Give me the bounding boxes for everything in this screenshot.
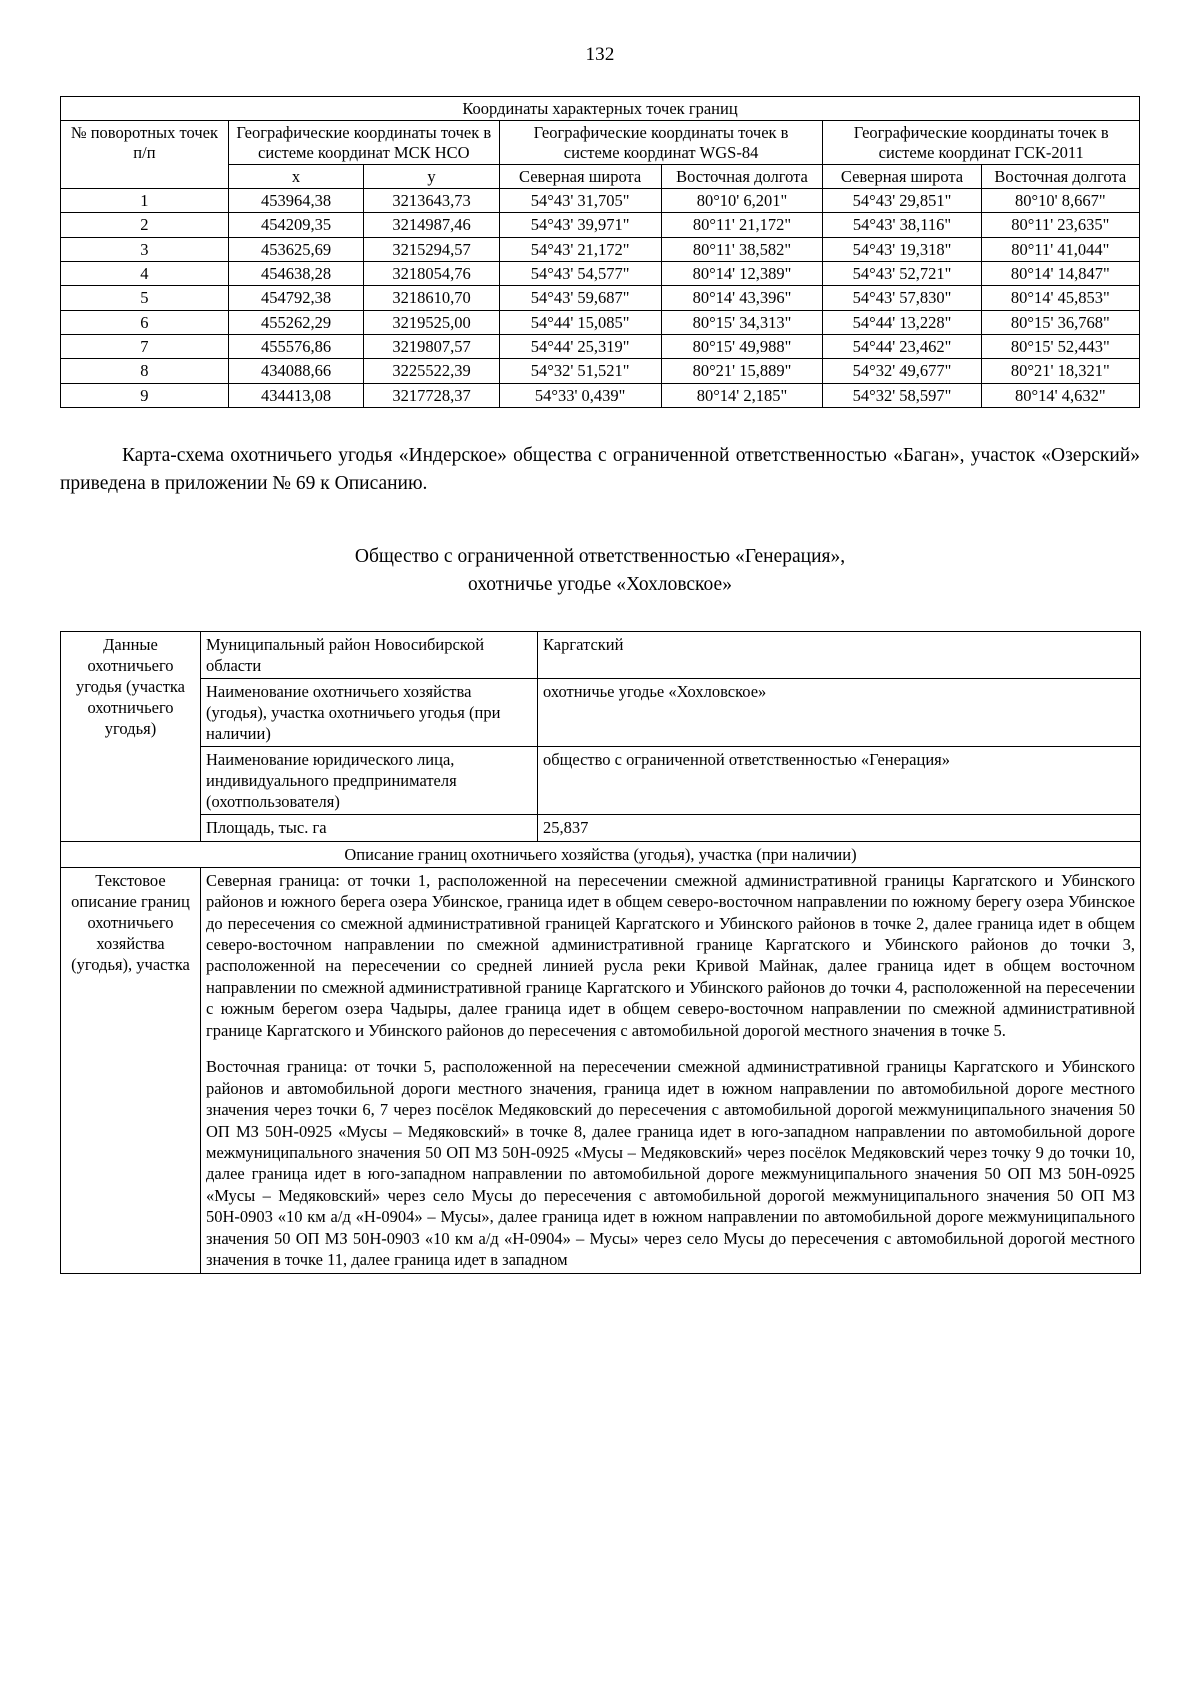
cell-point-number: 7 <box>61 334 229 358</box>
cell-wgs-latitude: 54°44' 25,319" <box>499 334 661 358</box>
cell-wgs-longitude: 80°11' 21,172" <box>661 213 823 237</box>
header-y: y <box>364 164 499 188</box>
table-row-group-headers <box>61 121 1140 165</box>
cell-wgs-longitude: 80°21' 15,889" <box>661 359 823 383</box>
cell-gsk-longitude: 80°14' 4,632" <box>981 383 1139 407</box>
table-row <box>61 189 1140 213</box>
row-label-area: Площадь, тыс. га <box>201 815 538 841</box>
cell-wgs-latitude: 54°43' 59,687" <box>499 286 661 310</box>
cell-gsk-longitude: 80°14' 14,847" <box>981 262 1139 286</box>
header-gsk-east-longitude: Восточная долгота <box>981 164 1139 188</box>
cell-msk-y: 3218610,70 <box>364 286 499 310</box>
table-row-description-header <box>61 841 1141 867</box>
table-row <box>61 237 1140 261</box>
cell-point-number: 1 <box>61 189 229 213</box>
row-label-ground-name: Наименование охотничьего хозяйства (угодья), участка охотничьего угодья (при наличии) <box>201 678 538 746</box>
side-label-data: Данные охотничьего угодья (участка охотничьего угодья) <box>61 631 201 841</box>
cell-msk-x: 455576,86 <box>228 334 363 358</box>
row-value-municipal-district: Каргатский <box>538 631 1141 678</box>
cell-point-number: 5 <box>61 286 229 310</box>
table-row <box>61 334 1140 358</box>
table-row <box>61 383 1140 407</box>
header-wgs84: Географические координаты точек в системе координат WGS-84 <box>499 121 823 165</box>
coordinates-table <box>60 96 1140 408</box>
cell-gsk-longitude: 80°15' 52,443" <box>981 334 1139 358</box>
header-wgs-north-latitude: Северная широта <box>499 164 661 188</box>
page-content <box>60 96 1140 1274</box>
section-title-line-1: Общество с ограниченной ответственностью «Генерация», <box>354 546 846 568</box>
header-msk-nso: Географические координаты точек в системе координат МСК НСО <box>228 121 499 165</box>
table-row-title <box>61 97 1140 121</box>
cell-wgs-longitude: 80°11' 38,582" <box>661 237 823 261</box>
cell-point-number: 6 <box>61 310 229 334</box>
cell-point-number: 2 <box>61 213 229 237</box>
cell-msk-y: 3213643,73 <box>364 189 499 213</box>
cell-wgs-latitude: 54°43' 31,705" <box>499 189 661 213</box>
cell-wgs-longitude: 80°14' 43,396" <box>661 286 823 310</box>
coordinates-rows <box>61 189 1140 408</box>
cell-msk-x: 453964,38 <box>228 189 363 213</box>
cell-point-number: 3 <box>61 237 229 261</box>
cell-msk-x: 454209,35 <box>228 213 363 237</box>
cell-msk-x: 454792,38 <box>228 286 363 310</box>
cell-wgs-latitude: 54°44' 15,085" <box>499 310 661 334</box>
section-title <box>60 543 1140 598</box>
side-label-text-description: Текстовое описание границ охотничьего хозяйства (угодья), участка <box>61 867 201 1273</box>
border-description-text <box>201 867 1141 1273</box>
table-row-legal-entity <box>61 747 1141 815</box>
description-paragraph: Восточная граница: от точки 5, расположенной на пересечении смежной административной границы Каргатского и Убинского районов и автомобильной дороги местного значения, граница идет в южном направлении по автомобильной дороге местного значения через точки 6, 7 через посёлок Медяковский до пересечения с автомобильной дорогой межмуниципального значения 50 ОП МЗ 50Н-0925 «Мусы – Медяковский» в точке 8, далее граница идет в юго-западном направлении по автомобильной дороге межмуниципального значения 50 ОП МЗ 50Н-0925 «Мусы – Медяковский» через посёлок Медяковский через точку 9 до точки 10, далее граница идет в юго-западном направлении по автомобильной дороге межмуниципального значения 50 ОП МЗ 50Н-0925 «Мусы – Медяковский» через село Мусы до пересечения с автомобильной дорогой межмуниципального значения 50 ОП МЗ 50Н-0903 «10 км а/д «Н-0904» – Мусы», далее граница идет в южном направлении по автомобильной дороге межмуниципального значения 50 ОП МЗ 50Н-0903 «10 км а/д «Н-0904» – Мусы» через село Мусы до пересечения с автомобильной дорогой местного значения в точке 11, далее граница идет в западном <box>206 1057 1135 1270</box>
cell-wgs-latitude: 54°32' 51,521" <box>499 359 661 383</box>
cell-point-number: 8 <box>61 359 229 383</box>
header-gsk2011: Географические координаты точек в системе координат ГСК-2011 <box>823 121 1140 165</box>
page-number: 132 <box>585 44 615 65</box>
description-section-header: Описание границ охотничьего хозяйства (угодья), участка (при наличии) <box>61 841 1141 867</box>
cell-gsk-longitude: 80°21' 18,321" <box>981 359 1139 383</box>
header-gsk-north-latitude: Северная широта <box>823 164 981 188</box>
cell-msk-y: 3218054,76 <box>364 262 499 286</box>
cell-msk-x: 434088,66 <box>228 359 363 383</box>
cell-gsk-longitude: 80°11' 41,044" <box>981 237 1139 261</box>
cell-wgs-longitude: 80°10' 6,201" <box>661 189 823 213</box>
cell-gsk-latitude: 54°44' 13,228" <box>823 310 981 334</box>
cell-gsk-longitude: 80°11' 23,635" <box>981 213 1139 237</box>
cell-gsk-latitude: 54°32' 49,677" <box>823 359 981 383</box>
section-title-line-2: охотничье угодье «Хохловское» <box>468 573 732 595</box>
cell-gsk-longitude: 80°15' 36,768" <box>981 310 1139 334</box>
cell-gsk-longitude: 80°10' 8,667" <box>981 189 1139 213</box>
table-row <box>61 286 1140 310</box>
cell-wgs-latitude: 54°43' 54,577" <box>499 262 661 286</box>
cell-gsk-latitude: 54°44' 23,462" <box>823 334 981 358</box>
cell-gsk-latitude: 54°43' 19,318" <box>823 237 981 261</box>
cell-gsk-latitude: 54°43' 38,116" <box>823 213 981 237</box>
table-row <box>61 262 1140 286</box>
table-row-ground-name <box>61 678 1141 746</box>
cell-point-number: 4 <box>61 262 229 286</box>
table-row <box>61 213 1140 237</box>
map-scheme-note: Карта-схема охотничьего угодья «Индерское» общества с ограниченной ответственностью «Баган», участок «Озерский» приведена в приложении № 69 к Описанию. <box>60 444 1140 494</box>
cell-wgs-latitude: 54°43' 21,172" <box>499 237 661 261</box>
cell-gsk-latitude: 54°43' 29,851" <box>823 189 981 213</box>
cell-msk-y: 3215294,57 <box>364 237 499 261</box>
cell-msk-y: 3219525,00 <box>364 310 499 334</box>
hunting-ground-info-table <box>60 631 1141 1274</box>
row-label-legal-entity: Наименование юридического лица, индивидуального предпринимателя (охотпользователя) <box>201 747 538 815</box>
row-value-legal-entity: общество с ограниченной ответственностью «Генерация» <box>538 747 1141 815</box>
cell-gsk-latitude: 54°43' 52,721" <box>823 262 981 286</box>
cell-msk-y: 3225522,39 <box>364 359 499 383</box>
cell-wgs-longitude: 80°15' 34,313" <box>661 310 823 334</box>
cell-msk-y: 3217728,37 <box>364 383 499 407</box>
row-value-area: 25,837 <box>538 815 1141 841</box>
table-row-area <box>61 815 1141 841</box>
cell-msk-x: 455262,29 <box>228 310 363 334</box>
coords-table-title: Координаты характерных точек границ <box>61 97 1140 121</box>
table-row <box>61 359 1140 383</box>
cell-wgs-longitude: 80°15' 49,988" <box>661 334 823 358</box>
cell-msk-x: 434413,08 <box>228 383 363 407</box>
cell-gsk-latitude: 54°43' 57,830" <box>823 286 981 310</box>
cell-msk-x: 453625,69 <box>228 237 363 261</box>
cell-wgs-latitude: 54°43' 39,971" <box>499 213 661 237</box>
cell-msk-y: 3219807,57 <box>364 334 499 358</box>
table-row-description-body <box>61 867 1141 1273</box>
description-paragraph: Северная граница: от точки 1, расположенной на пересечении смежной административной границы Каргатского и Убинского районов и южного берега озера Убинское, граница идет в общем северо-восточном направлении по южному берегу озера Убинское до пересечения со смежной административной границей Каргатского и Убинского районов в точке 2, далее граница идет в общем северо-восточном направлении по смежной административной границе Каргатского и Убинского районов до точки 3, расположенной на пересечении со средней линией русла реки Кривой Майнак, далее граница идет в общем восточном направлении по смежной административной границе Каргатского и Убинского районов до точки 4, расположенной на пересечении с южным берегом озера Чадыры, далее граница идет в общем северо-восточном направлении по смежной административной границе Каргатского и Убинского районов до пересечения с автомобильной дорогой местного значения в точке 5. <box>206 870 1135 1040</box>
header-wgs-east-longitude: Восточная долгота <box>661 164 823 188</box>
cell-wgs-longitude: 80°14' 2,185" <box>661 383 823 407</box>
row-value-ground-name: охотничье угодье «Хохловское» <box>538 678 1141 746</box>
header-point-number: № поворотных точек п/п <box>61 121 229 189</box>
cell-gsk-longitude: 80°14' 45,853" <box>981 286 1139 310</box>
cell-wgs-latitude: 54°33' 0,439" <box>499 383 661 407</box>
cell-point-number: 9 <box>61 383 229 407</box>
table-row <box>61 310 1140 334</box>
header-x: x <box>228 164 363 188</box>
row-label-municipal-district: Муниципальный район Новосибирской области <box>201 631 538 678</box>
cell-msk-x: 454638,28 <box>228 262 363 286</box>
cell-wgs-longitude: 80°14' 12,389" <box>661 262 823 286</box>
cell-gsk-latitude: 54°32' 58,597" <box>823 383 981 407</box>
table-row-municipal-district <box>61 631 1141 678</box>
cell-msk-y: 3214987,46 <box>364 213 499 237</box>
